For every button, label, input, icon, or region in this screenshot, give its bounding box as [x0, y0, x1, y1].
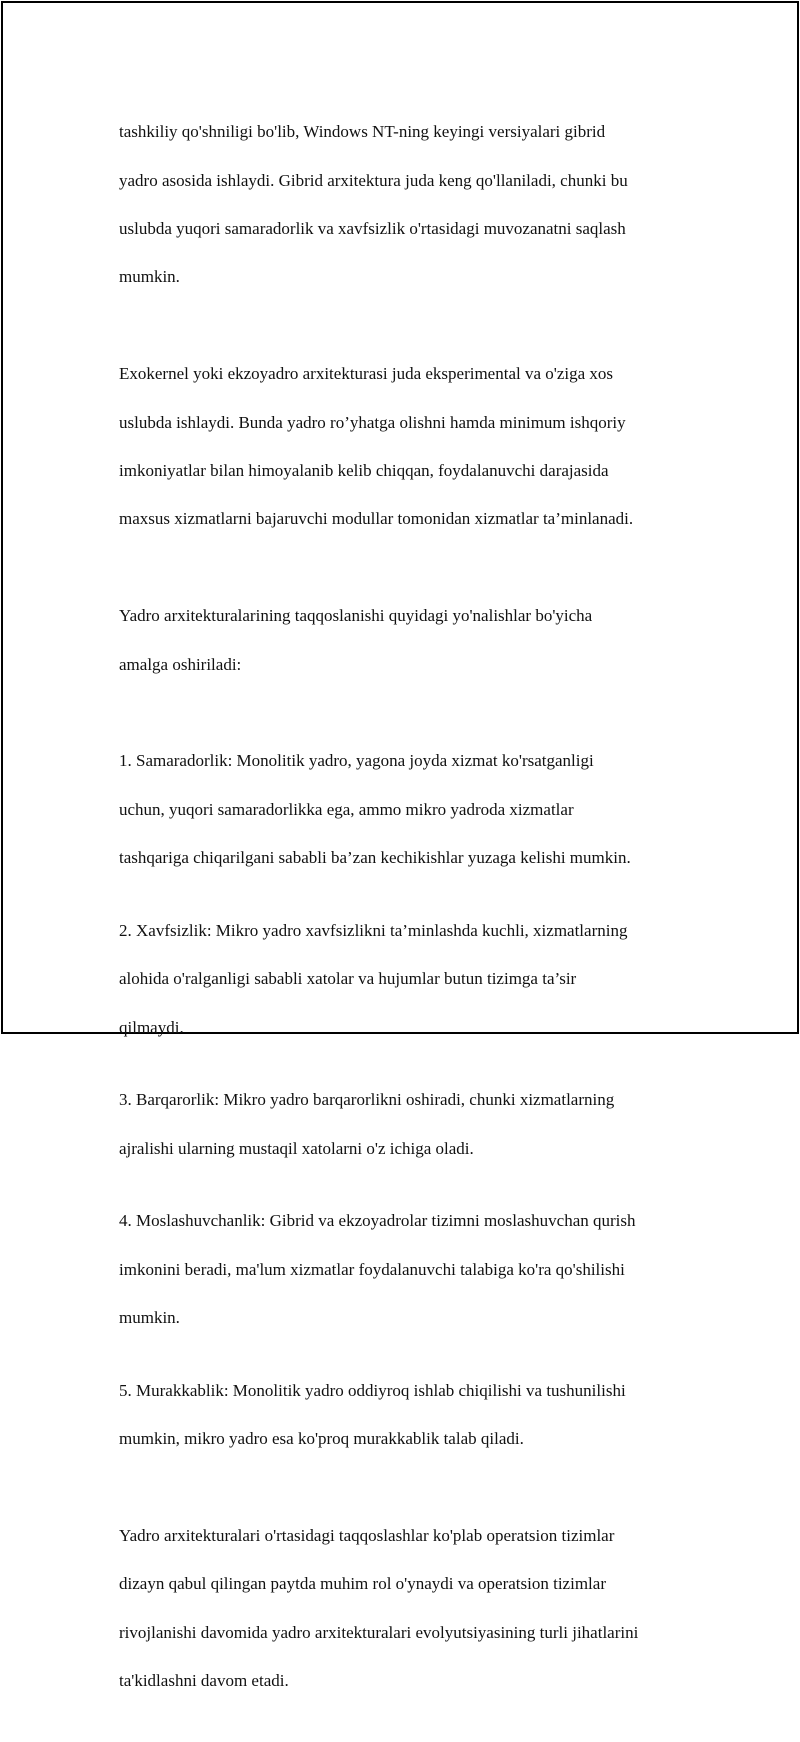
text-line: tashkiliy qo'shniligi bo'lib, Windows NT-ning keyingi versiyalari gibrid — [119, 122, 606, 142]
list-item-stability — [119, 1064, 699, 1185]
text-line: 5. Murakkablik: Monolitik yadro oddiyroq ishlab chiqilishi va tushunilishi — [119, 1380, 626, 1400]
paragraph-exokernel — [119, 338, 699, 556]
text-line: ta'kidlashni davom etadi. — [119, 1671, 289, 1691]
list-item-performance — [119, 725, 699, 894]
text-line: mumkin, mikro yadro esa ko'proq murakkablik talab qiladi. — [119, 1429, 524, 1449]
text-line: 3. Barqarorlik: Mikro yadro barqarorlikni oshiradi, chunki xizmatlarning — [119, 1090, 615, 1110]
list-item-complexity — [119, 1355, 699, 1476]
list-item-flexibility — [119, 1185, 699, 1354]
text-line: alohida o'ralganligi sababli xatolar va hujumlar butun tizimga ta’sir — [119, 969, 577, 989]
text-line: tashqariga chiqarilgani sababli ba’zan kechikishlar yuzaga kelishi mumkin. — [119, 848, 631, 868]
list-item-security — [119, 895, 699, 1064]
page-frame — [1, 1, 799, 1691]
text-line: amalga oshiriladi: — [119, 654, 242, 674]
text-line: Yadro arxitekturalarining taqqoslanishi quyidagi yo'nalishlar bo'yicha — [119, 606, 593, 626]
text-line: 1. Samaradorlik: Monolitik yadro, yagona joyda xizmat ko'rsatganligi — [119, 751, 594, 771]
text-line: imkonini beradi, ma'lum xizmatlar foydalanuvchi talabiga ko'ra qo'shilishi — [119, 1259, 625, 1279]
text-line: maxsus xizmatlarni bajaruvchi modullar tomonidan xizmatlar ta’minlanadi. — [119, 509, 634, 529]
text-line: rivojlanishi davomida yadro arxitekturalari evolyutsiyasining turli jihatlarini — [119, 1622, 639, 1642]
text-line: yadro asosida ishlaydi. Gibrid arxitektura juda keng qo'llaniladi, chunki bu — [119, 170, 628, 190]
text-line: dizayn qabul qilingan paytda muhim rol o'ynaydi va operatsion tizimlar — [119, 1574, 606, 1594]
paragraph-comparison-intro — [119, 580, 699, 701]
text-line: mumkin. — [119, 1308, 180, 1328]
comparison-list — [119, 725, 699, 1475]
text-line: qilmaydi. — [119, 1017, 184, 1037]
text-line: uchun, yuqori samaradorlikka ega, ammo mikro yadroda xizmatlar — [119, 799, 574, 819]
text-line: 2. Xavfsizlik: Mikro yadro xavfsizlikni ta’minlashda kuchli, xizmatlarning — [119, 920, 628, 940]
text-line: mumkin. — [119, 267, 180, 287]
text-line: imkoniyatlar bilan himoyalanib kelib chiqqan, foydalanuvchi darajasida — [119, 461, 609, 481]
paragraph-hybrid-kernel — [119, 96, 699, 314]
text-line: uslubda ishlaydi. Bunda yadro ro’yhatga olishni hamda minimum ishqoriy — [119, 412, 626, 432]
text-line: uslubda yuqori samaradorlik va xavfsizlik o'rtasidagi muvozanatni saqlash — [119, 219, 626, 239]
paragraph-conclusion — [119, 1500, 699, 1718]
document-body — [119, 96, 699, 1742]
text-line: Yadro arxitekturalari o'rtasidagi taqqoslashlar ko'plab operatsion tizimlar — [119, 1525, 615, 1545]
text-line: ajralishi ularning mustaqil xatolarni o'z ichiga oladi. — [119, 1138, 474, 1158]
text-line: 4. Moslashuvchanlik: Gibrid va ekzoyadrolar tizimni moslashuvchan qurish — [119, 1211, 636, 1231]
text-line: Exokernel yoki ekzoyadro arxitekturasi juda eksperimental va o'ziga xos — [119, 364, 614, 384]
